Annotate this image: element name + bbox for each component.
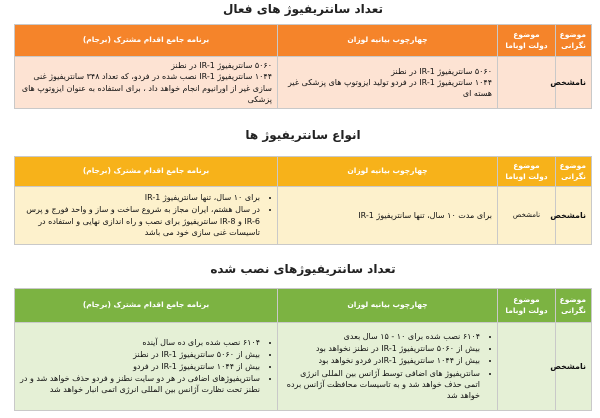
header-concern: موضوع نگرانی (556, 157, 592, 187)
list-item: • سانتریفیوژهای اضافی در هر دو سایت نطنز و فردو حذف خواهد شد و در نطنز تحت نظارت آژانس بین المللی انرژی اتمی انبار خواهد شد (20, 373, 260, 395)
header-jcpoa: برنامه جامع اقدام مشترک (برجام) (15, 25, 278, 57)
header-jcpoa: برنامه جامع اقدام مشترک (برجام) (15, 157, 278, 187)
concern-cell: نامشخص (556, 57, 592, 109)
header-lausanne: چهارچوب بیانیه لوزان (278, 289, 498, 323)
header-jcpoa: برنامه جامع اقدام مشترک (برجام) (15, 289, 278, 323)
list-item: • بیش از ۵۰۶۰ سانتریفیوژ IR-1 در نطنز (20, 349, 260, 360)
centrifuge-types-table (14, 156, 592, 245)
jcpoa-cell (15, 187, 278, 245)
section-title: انواع سانتریفیوژ ها (245, 128, 361, 142)
list-item: • در سال هشتم، ایران مجاز به شروع ساخت و ساز و واحد فورج و پرس IR-6 و IR-8 سانتریفیوژ برای نصب و راه اندازی نهایی و استفاده در تاسیسات غنی سازی خود می باشد (20, 204, 260, 238)
obama-cell (498, 57, 556, 109)
header-lausanne: چهارچوب بیانیه لوزان (278, 157, 498, 187)
header-concern: موضوع نگرانی (556, 289, 592, 323)
list-item: • ۶۱۰۴ نصب شده برای ده سال آینده (20, 337, 260, 348)
concern-cell: نامشخص (556, 323, 592, 411)
list-item: • سانتریفیوژ های اضافی توسط آژانس بین المللی انرژی اتمی حذف خواهد شد و به تاسیسات محافظت آژانس برده خواهد شد (283, 368, 480, 402)
header-lausanne: چهارچوب بیانیه لوزان (278, 25, 498, 57)
jcpoa-cell: ۵۰۶۰ سانتریفیوژ IR-1 در نطنز ۱۰۴۴ سانتریفیوژ IR-1 نصب شده در فردو، که تعداد ۳۴۸ سانتریفیوژ غنی سازی غیر از اورانیوم انجام خواهد داد ، برای استفاده به عنوان ایزوتوپ های پزشکی (15, 57, 278, 109)
jcpoa-cell (15, 323, 278, 411)
header-obama: موضوع دولت اوباما (498, 289, 556, 323)
list-item: • بیش از ۱۰۴۴ سانتریفیوژ IR-1در فردو نخواهد بود (283, 355, 480, 366)
list-item: • بیش از ۵۰۶۰ سانتریفیوژ IR-1 در نطنز نخواهد بود (283, 343, 480, 354)
concern-cell: نامشخص (556, 187, 592, 245)
lausanne-cell: ۵۰۶۰ سانتریفیوژ IR-1 در نطنز ۱۰۴۴ سانتریفیوژ IR-1 در فردو تولید ایزوتوپ های پزشکی غیر هسته ای (278, 57, 498, 109)
active-centrifuges-table (14, 24, 592, 109)
section-title: تعداد سانتریفیوژ های فعال (222, 2, 384, 16)
list-item: • ۶۱۰۴ نصب شده برای ۱۰ - ۱۵ سال بعدی (283, 331, 480, 342)
obama-cell (498, 323, 556, 411)
list-item: • برای ۱۰ سال، تنها سانتریفیوژ IR-1 (20, 192, 260, 203)
header-obama: موضوع دولت اوباما (498, 157, 556, 187)
obama-cell: نامشخص (498, 187, 556, 245)
lausanne-cell (278, 323, 498, 411)
list-item: • بیش از ۱۰۴۴ سانتریفیوژ IR-1 در فردو (20, 361, 260, 372)
installed-centrifuges-table (14, 288, 592, 411)
lausanne-cell: برای مدت ۱۰ سال، تنها سانتریفیوژ IR-1 (278, 187, 498, 245)
header-concern: موضوع نگرانی (556, 25, 592, 57)
section-title: تعداد سانتریفیوژهای نصب شده (210, 262, 396, 276)
header-obama: موضوع دولت اوباما (498, 25, 556, 57)
